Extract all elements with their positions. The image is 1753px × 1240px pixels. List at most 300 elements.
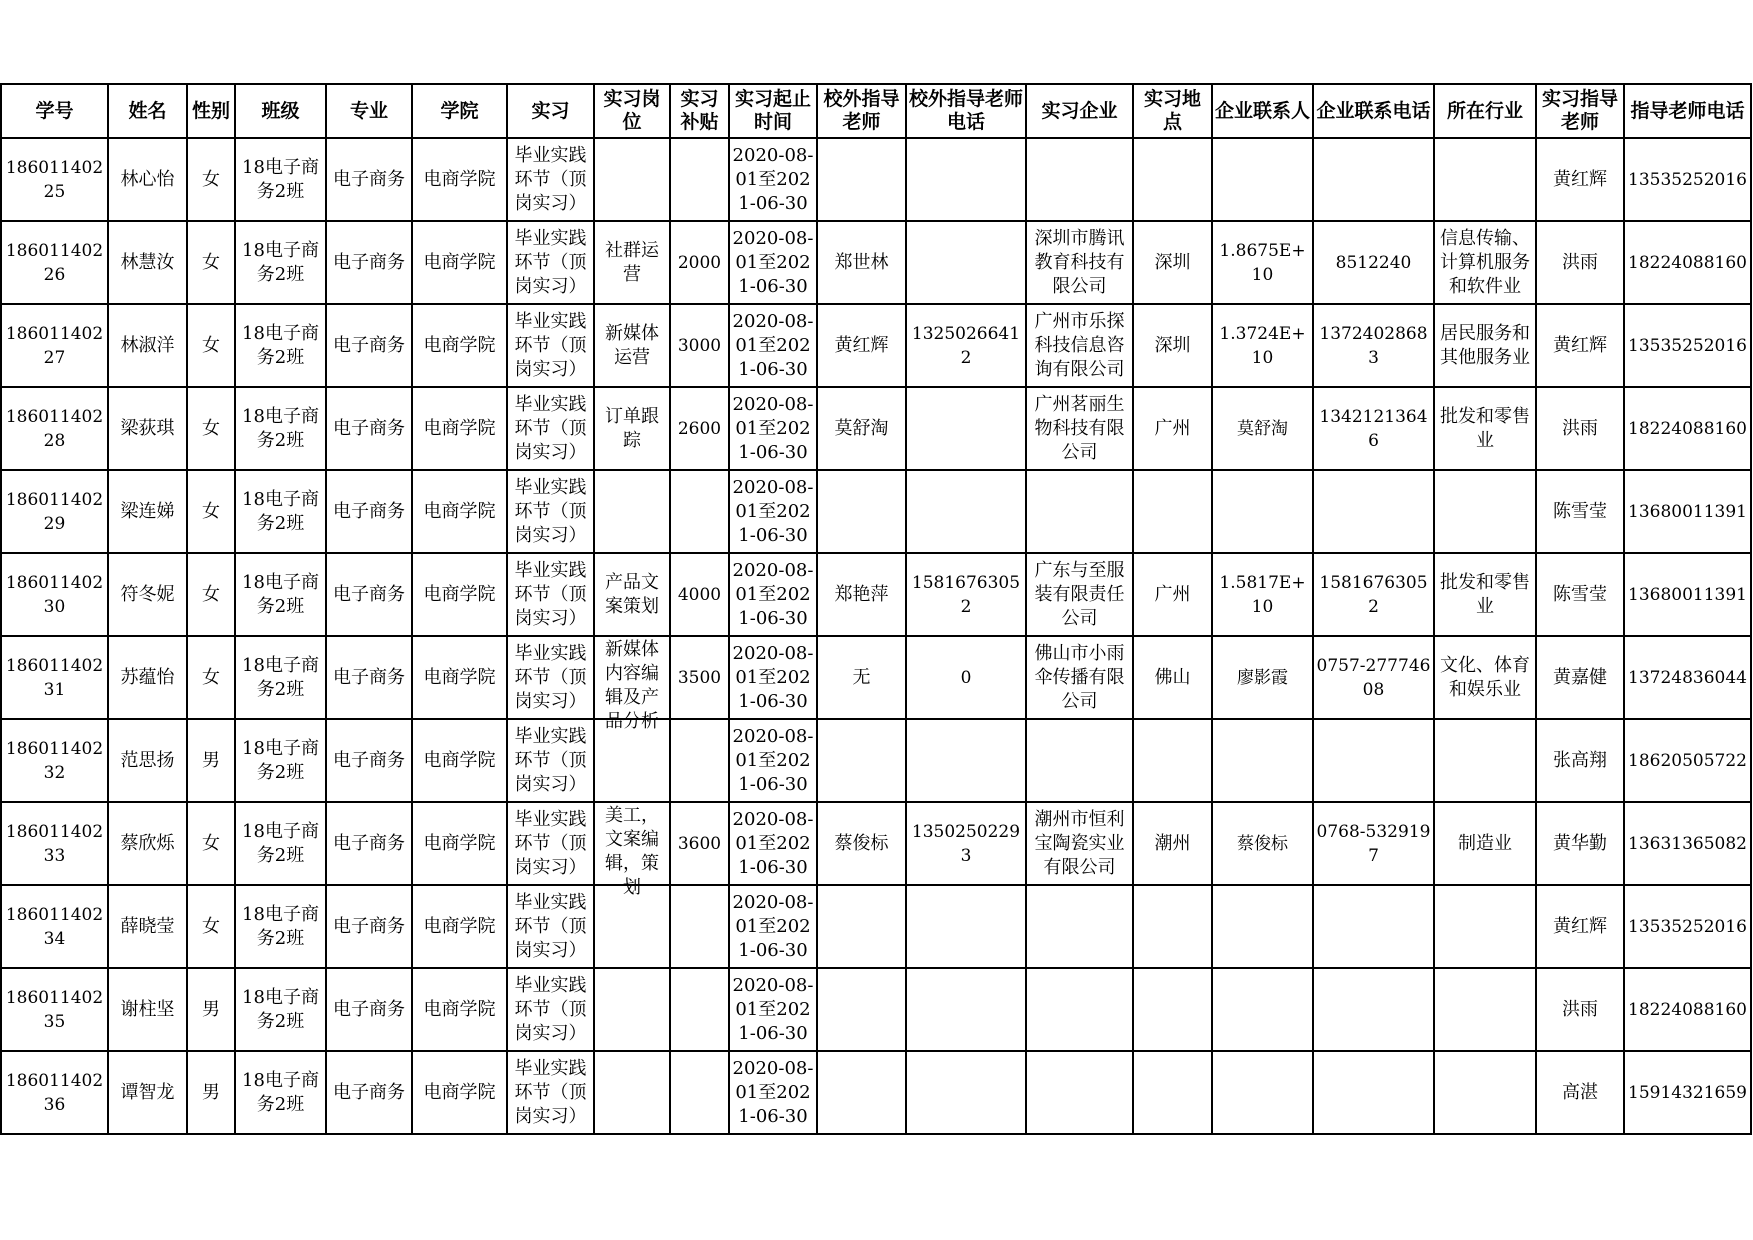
cell-text: 佛山市小雨伞传播有限公司 <box>1034 642 1125 712</box>
table-cell <box>1434 553 1536 636</box>
table-cell <box>906 968 1026 1051</box>
table-cell <box>1 1051 108 1134</box>
table-cell <box>326 885 412 968</box>
table-cell <box>1624 802 1751 885</box>
table-cell <box>412 1051 507 1134</box>
table-cell <box>1 968 108 1051</box>
column-header: 校外指导老师 <box>817 84 906 138</box>
table-cell <box>1212 719 1313 802</box>
table-cell <box>670 553 729 636</box>
table-cell <box>1 138 108 221</box>
cell-text: 电商学院 <box>423 334 496 356</box>
cell-text: 毕业实践环节（顶岗实习） <box>514 1057 587 1127</box>
table-cell <box>1133 221 1212 304</box>
table-cell <box>1133 636 1212 719</box>
table-cell <box>670 138 729 221</box>
cell-text: 电子商务 <box>333 749 405 771</box>
table-cell <box>507 719 594 802</box>
table-cell <box>412 719 507 802</box>
table-cell <box>412 221 507 304</box>
cell-text: 18224088160 <box>1628 252 1747 273</box>
cell-text: 3000 <box>677 335 722 356</box>
table-row <box>1 470 1751 553</box>
table-row <box>1 636 1751 719</box>
cell-text: 林心怡 <box>120 168 175 190</box>
table-cell <box>326 1051 412 1134</box>
cell-text: 莫舒淘 <box>1237 418 1288 439</box>
cell-text: 电商学院 <box>423 417 496 439</box>
table-cell <box>187 1051 235 1134</box>
cell-text: 电子商务 <box>333 500 405 522</box>
cell-text: 电子商务 <box>333 998 405 1020</box>
table-cell <box>817 1051 906 1134</box>
table-cell <box>1536 387 1624 470</box>
table-cell <box>1026 885 1133 968</box>
table-cell <box>1212 636 1313 719</box>
table-cell <box>108 636 187 719</box>
table-cell <box>1026 719 1133 802</box>
table-cell <box>507 885 594 968</box>
table-cell <box>1313 636 1434 719</box>
cell-text: 蔡俊标 <box>1237 833 1288 854</box>
table-cell <box>1434 138 1536 221</box>
cell-text: 13535252016 <box>1628 916 1747 937</box>
table-cell <box>1212 553 1313 636</box>
cell-text: 蔡俊标 <box>834 832 889 854</box>
cell-text: 18224088160 <box>1628 999 1747 1020</box>
table-cell <box>729 304 817 387</box>
cell-text: 苏蕴怡 <box>120 666 175 688</box>
cell-text: 女 <box>202 334 220 356</box>
cell-text: 电商学院 <box>423 583 496 605</box>
table-cell <box>670 304 729 387</box>
table-cell <box>729 885 817 968</box>
cell-text: 0757-27774608 <box>1316 655 1431 700</box>
cell-text: 毕业实践环节（顶岗实习） <box>514 725 587 795</box>
table-cell <box>729 387 817 470</box>
table-cell <box>1434 221 1536 304</box>
cell-text: 毕业实践环节（顶岗实习） <box>514 891 587 961</box>
table-cell <box>1212 1051 1313 1134</box>
cell-text: 产品文案策划 <box>605 571 659 617</box>
table-row <box>1 221 1751 304</box>
cell-text: 18601140228 <box>5 406 104 451</box>
cell-text: 18601140229 <box>5 489 104 534</box>
table-cell <box>187 221 235 304</box>
table-cell <box>906 719 1026 802</box>
cell-text: 毕业实践环节（顶岗实习） <box>514 144 587 214</box>
table-cell <box>235 304 326 387</box>
cell-text: 电商学院 <box>423 500 496 522</box>
table-cell <box>108 470 187 553</box>
table-cell <box>235 387 326 470</box>
cell-text: 13724836044 <box>1628 667 1747 688</box>
table-cell <box>1026 968 1133 1051</box>
cell-text: 毕业实践环节（顶岗实习） <box>514 974 587 1044</box>
cell-text: 电子商务 <box>333 666 405 688</box>
cell-text: 广州市乐探科技信息咨询有限公司 <box>1034 310 1125 380</box>
table-cell <box>108 885 187 968</box>
table-cell <box>108 968 187 1051</box>
table-cell <box>1133 802 1212 885</box>
table-cell <box>187 802 235 885</box>
table-cell <box>108 138 187 221</box>
cell-text: 男 <box>202 998 220 1020</box>
column-header: 实习 <box>507 84 594 138</box>
cell-text: 13680011391 <box>1628 501 1747 522</box>
cell-text: 电商学院 <box>423 251 496 273</box>
cell-text: 毕业实践环节（顶岗实习） <box>514 476 587 546</box>
cell-text: 女 <box>202 168 220 190</box>
table-row <box>1 802 1751 885</box>
table-row <box>1 968 1751 1051</box>
cell-text: 批发和零售业 <box>1440 405 1530 451</box>
cell-text: 1.5817E+10 <box>1219 572 1306 617</box>
table-cell <box>326 387 412 470</box>
table-cell <box>412 553 507 636</box>
cell-text: 18电子商务2班 <box>242 986 319 1032</box>
column-header: 姓名 <box>108 84 187 138</box>
table-cell <box>1434 968 1536 1051</box>
cell-text: 电子商务 <box>333 251 405 273</box>
table-cell <box>906 470 1026 553</box>
cell-text: 2020-08-01至2021-06-30 <box>732 808 814 878</box>
cell-text: 符冬妮 <box>120 583 175 605</box>
cell-text: 电商学院 <box>423 832 496 854</box>
column-header: 专业 <box>326 84 412 138</box>
cell-text: 2020-08-01至2021-06-30 <box>732 974 814 1044</box>
table-row <box>1 1051 1751 1134</box>
cell-text: 2020-08-01至2021-06-30 <box>732 476 814 546</box>
table-cell <box>187 968 235 1051</box>
table-cell <box>817 138 906 221</box>
cell-text: 新媒体内容编辑及产品分析 <box>605 639 659 732</box>
table-cell <box>1536 636 1624 719</box>
table-cell <box>235 1051 326 1134</box>
table-cell <box>1313 1051 1434 1134</box>
cell-text: 1.8675E+10 <box>1219 240 1306 285</box>
cell-text: 电子商务 <box>333 334 405 356</box>
table-cell <box>1026 304 1133 387</box>
table-cell <box>507 553 594 636</box>
cell-text: 毕业实践环节（顶岗实习） <box>514 559 587 629</box>
cell-text: 毕业实践环节（顶岗实习） <box>514 642 587 712</box>
table-cell <box>1434 719 1536 802</box>
cell-text: 居民服务和其他服务业 <box>1440 322 1530 368</box>
cell-text: 13535252016 <box>1628 169 1747 190</box>
table-cell <box>1624 221 1751 304</box>
table-cell <box>1026 221 1133 304</box>
cell-text: 18电子商务2班 <box>242 571 319 617</box>
table-cell <box>1 636 108 719</box>
cell-text: 林慧汝 <box>120 251 175 273</box>
cell-text: 女 <box>202 915 220 937</box>
table-cell <box>906 1051 1026 1134</box>
cell-text: 佛山 <box>1154 666 1191 688</box>
table-cell <box>1434 885 1536 968</box>
table-cell <box>1313 304 1434 387</box>
table-cell <box>108 1051 187 1134</box>
table-cell <box>729 470 817 553</box>
table-cell <box>412 304 507 387</box>
table-cell <box>1536 138 1624 221</box>
table-cell <box>412 885 507 968</box>
cell-text: 15816763052 <box>1319 572 1428 617</box>
cell-text: 女 <box>202 500 220 522</box>
table-cell <box>1624 885 1751 968</box>
cell-text: 8512240 <box>1335 252 1412 273</box>
table-row <box>1 387 1751 470</box>
cell-text: 女 <box>202 666 220 688</box>
table-cell <box>1133 470 1212 553</box>
table-cell <box>235 138 326 221</box>
table-cell <box>1434 802 1536 885</box>
table-cell <box>1624 719 1751 802</box>
table-cell <box>187 470 235 553</box>
table-cell <box>1313 553 1434 636</box>
table-cell <box>412 636 507 719</box>
table-cell <box>1536 802 1624 885</box>
cell-text: 13502502293 <box>911 821 1021 866</box>
table-cell <box>1133 719 1212 802</box>
cell-text: 新媒体运营 <box>605 322 659 368</box>
cell-text: 黄红辉 <box>1553 168 1607 190</box>
cell-text: 谢柱坚 <box>120 998 175 1020</box>
table-cell <box>1212 138 1313 221</box>
table-row <box>1 885 1751 968</box>
table-cell <box>507 802 594 885</box>
table-cell <box>817 304 906 387</box>
table-cell <box>187 304 235 387</box>
column-header: 校外指导老师电话 <box>906 84 1026 138</box>
cell-text: 18电子商务2班 <box>242 239 319 285</box>
cell-text: 毕业实践环节（顶岗实习） <box>514 393 587 463</box>
table-cell <box>1026 1051 1133 1134</box>
table-cell <box>729 221 817 304</box>
table-cell <box>326 138 412 221</box>
table-cell <box>817 553 906 636</box>
cell-text: 13631365082 <box>1628 833 1747 854</box>
cell-text: 电子商务 <box>333 417 405 439</box>
table-cell <box>906 636 1026 719</box>
table-cell <box>412 470 507 553</box>
table-cell <box>729 553 817 636</box>
table-cell <box>1313 719 1434 802</box>
table-cell <box>1212 221 1313 304</box>
table-cell <box>594 387 670 470</box>
cell-text: 13724028683 <box>1319 323 1428 368</box>
table-cell <box>412 387 507 470</box>
cell-text: 18电子商务2班 <box>242 820 319 866</box>
table-cell <box>326 636 412 719</box>
table-cell <box>412 968 507 1051</box>
table-cell <box>1313 138 1434 221</box>
cell-text: 黄红辉 <box>1553 915 1607 937</box>
column-header: 学院 <box>412 84 507 138</box>
table-cell <box>1133 885 1212 968</box>
table-cell <box>235 553 326 636</box>
table-cell <box>1 387 108 470</box>
table-cell <box>108 387 187 470</box>
cell-text: 订单跟踪 <box>605 405 659 451</box>
table-row <box>1 138 1751 221</box>
cell-text: 潮州 <box>1154 832 1191 854</box>
cell-text: 洪雨 <box>1562 998 1598 1020</box>
table-cell <box>1536 304 1624 387</box>
table-cell <box>326 304 412 387</box>
table-cell <box>817 802 906 885</box>
cell-text: 18电子商务2班 <box>242 322 319 368</box>
table-cell <box>1536 968 1624 1051</box>
table-cell <box>326 968 412 1051</box>
cell-text: 2020-08-01至2021-06-30 <box>732 559 814 629</box>
table-cell <box>187 553 235 636</box>
cell-text: 2020-08-01至2021-06-30 <box>732 642 814 712</box>
table-cell <box>235 719 326 802</box>
column-header: 企业联系电话 <box>1313 84 1434 138</box>
column-header: 实习起止时间 <box>729 84 817 138</box>
table-cell <box>1434 1051 1536 1134</box>
table-cell <box>729 719 817 802</box>
cell-text: 无 <box>852 666 871 688</box>
table-cell <box>1313 387 1434 470</box>
cell-text: 2020-08-01至2021-06-30 <box>732 310 814 380</box>
cell-text: 毕业实践环节（顶岗实习） <box>514 227 587 297</box>
table-cell <box>1 221 108 304</box>
cell-text: 男 <box>202 1081 220 1103</box>
table-cell <box>187 719 235 802</box>
table-cell <box>235 968 326 1051</box>
cell-text: 18601140232 <box>5 738 104 783</box>
table-cell <box>906 885 1026 968</box>
cell-text: 电子商务 <box>333 1081 405 1103</box>
table-cell <box>187 636 235 719</box>
cell-text: 广州茗丽生物科技有限公司 <box>1034 393 1125 463</box>
table-cell <box>1 802 108 885</box>
cell-text: 1.3724E+10 <box>1219 323 1306 368</box>
cell-text: 范思扬 <box>120 749 175 771</box>
cell-text: 18620505722 <box>1628 750 1747 771</box>
cell-text: 梁连娣 <box>120 500 175 522</box>
table-cell <box>1026 387 1133 470</box>
cell-text: 18224088160 <box>1628 418 1747 439</box>
cell-text: 13535252016 <box>1628 335 1747 356</box>
cell-text: 女 <box>202 832 220 854</box>
table-cell <box>1313 802 1434 885</box>
cell-text: 2600 <box>677 418 722 439</box>
cell-text: 男 <box>202 749 220 771</box>
table-cell <box>1434 304 1536 387</box>
cell-text: 深圳市腾讯教育科技有限公司 <box>1034 227 1125 297</box>
table-cell <box>670 1051 729 1134</box>
table-cell <box>1 470 108 553</box>
cell-text: 电子商务 <box>333 583 405 605</box>
cell-text: 广州 <box>1154 583 1191 605</box>
cell-text: 电商学院 <box>423 998 496 1020</box>
table-cell <box>507 636 594 719</box>
cell-text: 0 <box>960 667 972 688</box>
table-cell <box>187 885 235 968</box>
column-header: 所在行业 <box>1434 84 1536 138</box>
cell-text: 18电子商务2班 <box>242 405 319 451</box>
table-cell <box>817 636 906 719</box>
cell-text: 薛晓莹 <box>120 915 175 937</box>
cell-text: 广东与至服装有限责任公司 <box>1034 559 1125 629</box>
table-cell <box>1 885 108 968</box>
cell-text: 廖影霞 <box>1237 667 1288 688</box>
table-cell <box>1313 968 1434 1051</box>
table-cell <box>670 802 729 885</box>
table-cell <box>1212 802 1313 885</box>
table-cell <box>1212 387 1313 470</box>
cell-text: 18601140230 <box>5 572 104 617</box>
cell-text: 蔡欣烁 <box>120 832 175 854</box>
table-cell <box>326 221 412 304</box>
column-header: 学号 <box>1 84 108 138</box>
table-cell <box>326 553 412 636</box>
cell-text: 18电子商务2班 <box>242 1069 319 1115</box>
table-cell <box>729 1051 817 1134</box>
table-cell <box>670 221 729 304</box>
column-header: 实习企业 <box>1026 84 1133 138</box>
table-cell <box>1434 636 1536 719</box>
cell-text: 黄红辉 <box>1553 334 1607 356</box>
column-header: 性别 <box>187 84 235 138</box>
cell-text: 黄华勤 <box>1553 832 1607 854</box>
column-header: 实习指导老师 <box>1536 84 1624 138</box>
cell-text: 洪雨 <box>1562 251 1598 273</box>
cell-text: 郑艳萍 <box>834 583 889 605</box>
cell-text: 18电子商务2班 <box>242 156 319 202</box>
table-cell <box>1026 138 1133 221</box>
cell-text: 陈雪莹 <box>1553 583 1607 605</box>
table-cell <box>1 553 108 636</box>
table-cell <box>594 968 670 1051</box>
table-cell <box>1624 304 1751 387</box>
table-cell <box>1536 719 1624 802</box>
table-cell <box>1624 553 1751 636</box>
table-cell <box>1624 387 1751 470</box>
table-cell <box>326 470 412 553</box>
table-cell <box>235 221 326 304</box>
table-cell <box>108 304 187 387</box>
table-cell <box>670 636 729 719</box>
cell-text: 黄嘉健 <box>1553 666 1607 688</box>
table-cell <box>1133 553 1212 636</box>
cell-text: 18601140236 <box>5 1070 104 1115</box>
table-cell <box>729 802 817 885</box>
table-cell <box>594 138 670 221</box>
column-header: 指导老师电话 <box>1624 84 1751 138</box>
table-cell <box>1212 470 1313 553</box>
cell-text: 潮州市恒利宝陶瓷实业有限公司 <box>1034 808 1125 878</box>
table-cell <box>729 636 817 719</box>
cell-text: 高湛 <box>1562 1081 1598 1103</box>
table-cell <box>906 304 1026 387</box>
table-cell <box>817 968 906 1051</box>
table-cell <box>1434 470 1536 553</box>
table-cell <box>670 470 729 553</box>
table-cell <box>108 553 187 636</box>
cell-text: 制造业 <box>1458 832 1512 854</box>
table-cell <box>1 304 108 387</box>
cell-text: 陈雪莹 <box>1553 500 1607 522</box>
cell-text: 黄红辉 <box>834 334 889 356</box>
table-cell <box>817 470 906 553</box>
table-cell <box>1313 885 1434 968</box>
cell-text: 女 <box>202 583 220 605</box>
table-cell <box>594 553 670 636</box>
